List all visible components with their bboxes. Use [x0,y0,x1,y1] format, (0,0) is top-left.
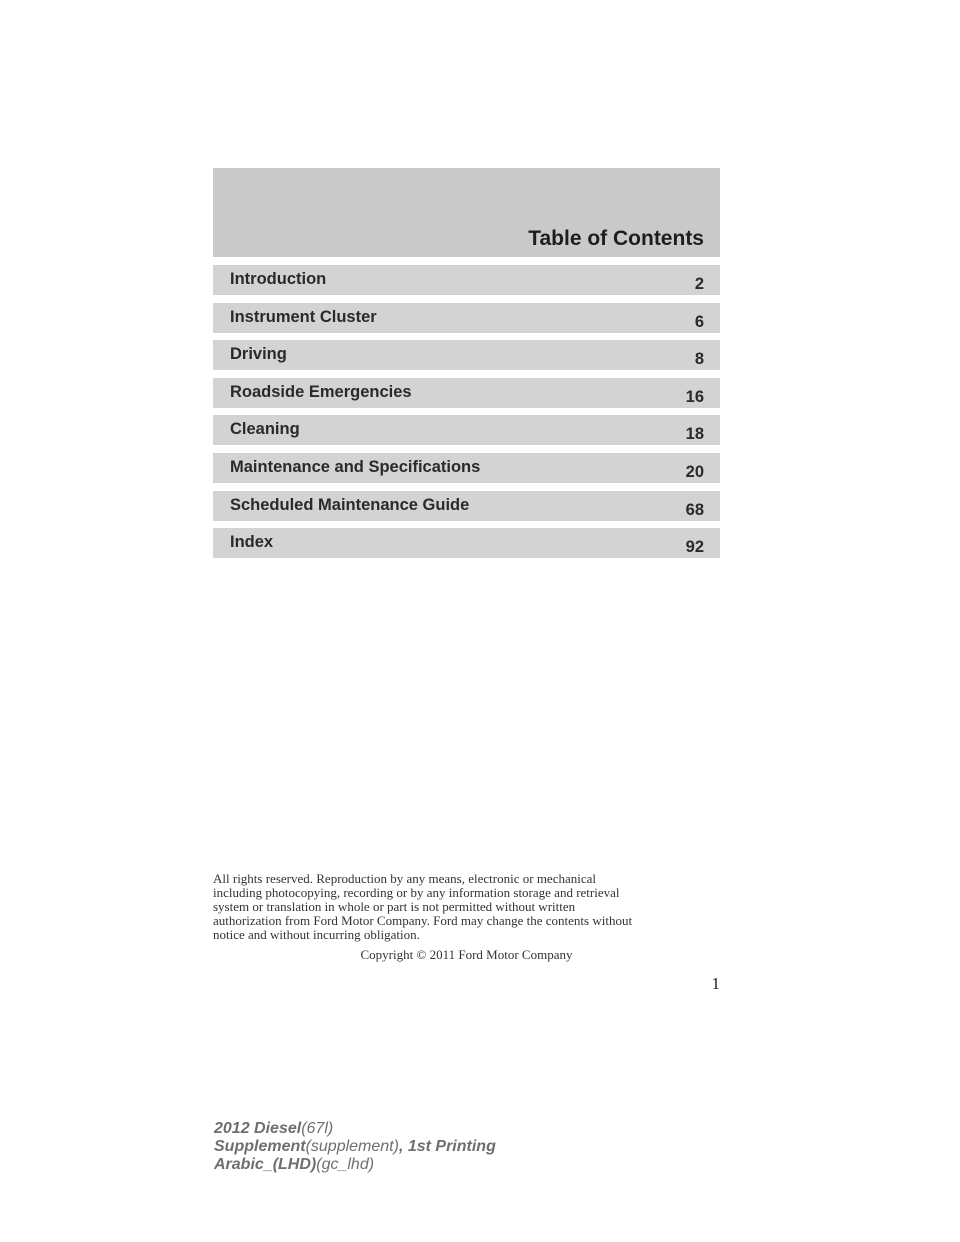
toc-entry-label: Cleaning [230,420,300,439]
toc-entry-label: Index [230,533,274,552]
rights-line: including photocopying, recording or by any information storage and retrieval [213,885,620,900]
toc-title: Table of Contents [528,227,704,250]
document-footer [214,1120,496,1174]
footer-doc-type: Supplement [214,1138,306,1155]
toc-entry-instrument-cluster[interactable] [213,303,720,333]
toc-entry-page: 8 [694,350,704,369]
toc-list [213,265,720,566]
footer-doc-type-code: (supplement) [305,1138,399,1155]
toc-header [213,168,720,257]
rights-line: notice and without incurring obligation. [213,927,420,942]
rights-line: authorization from Ford Motor Company. Ford may change the contents without [213,913,633,928]
copyright-notice: Copyright © 2011 Ford Motor Company [360,947,573,962]
toc-entry-page: 92 [685,538,704,557]
toc-entry-scheduled-maintenance-guide[interactable] [213,491,720,521]
toc-entry-label: Roadside Emergencies [230,382,412,401]
toc-entry-page: 20 [685,462,704,481]
toc-entry-maintenance-and-specifications[interactable] [213,453,720,483]
footer-printing: , 1st Printing [398,1138,496,1155]
toc-entry-page: 68 [685,500,704,519]
footer-market-code: (gc_lhd) [316,1156,375,1173]
footer-model-code: (67l) [301,1120,334,1137]
toc-entry-roadside-emergencies[interactable] [213,378,720,408]
page-number: 1 [711,974,720,993]
footer-market: Arabic_(LHD) [214,1156,317,1173]
toc-entry-label: Introduction [230,270,327,288]
toc-entry-cleaning[interactable] [213,415,720,445]
toc-entry-label: Driving [230,345,287,364]
toc-entry-driving[interactable] [213,340,720,370]
toc-entry-introduction[interactable] [213,265,720,295]
footer-model: 2012 Diesel [214,1120,302,1137]
toc-entry-label: Instrument Cluster [230,307,377,326]
footer-line-2 [214,1138,496,1156]
rights-line: All rights reserved. Reproduction by any means, electronic or mechanical [213,871,597,886]
footer-line-1 [214,1120,496,1138]
rights-line: system or translation in whole or part is not permitted without written [213,899,576,914]
rights-notice [213,872,723,942]
toc-entry-index[interactable] [213,528,720,558]
toc-entry-page: 2 [694,275,704,293]
toc-entry-page: 6 [694,312,704,331]
toc-entry-page: 18 [685,425,704,444]
footer-line-3 [214,1156,496,1174]
toc-entry-page: 16 [685,387,704,406]
watermark-text: carmanualsonline.info [803,1219,954,1236]
toc-entry-label: Scheduled Maintenance Guide [230,495,470,514]
toc-entry-label: Maintenance and Specifications [230,457,481,476]
